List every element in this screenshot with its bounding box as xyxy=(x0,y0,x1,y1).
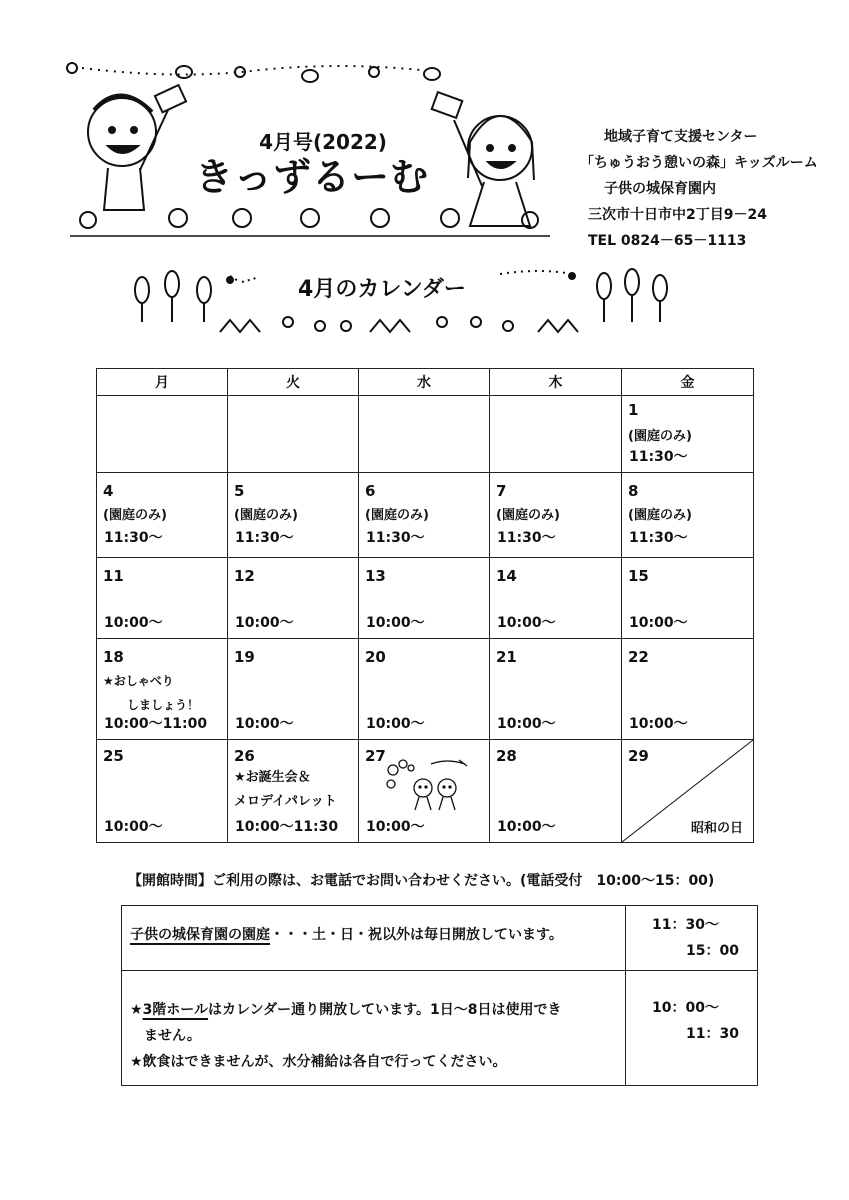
calendar-cell-empty xyxy=(490,396,622,473)
day-number: 12 xyxy=(234,567,255,585)
weekday-header-row xyxy=(97,369,754,396)
star-mark: ★ xyxy=(130,1002,143,1018)
calendar-cell xyxy=(622,396,754,473)
org-location: 子供の城保育園内 xyxy=(604,181,716,197)
calendar-cell xyxy=(359,740,490,843)
day-number: 14 xyxy=(496,567,517,585)
day-number: 29 xyxy=(628,747,649,765)
day-time: 11:30～ xyxy=(366,530,425,546)
organization-info xyxy=(580,124,820,254)
hall-line1 xyxy=(130,997,617,1023)
day-time: 10:00～11:00 xyxy=(104,716,208,732)
day-number: 15 xyxy=(628,567,649,585)
calendar-week xyxy=(97,639,754,740)
day-time: 10:00～ xyxy=(104,615,163,631)
day-time: 10:00～ xyxy=(235,615,294,631)
hall-description xyxy=(122,971,626,1086)
day-time: 10:00～11:30 xyxy=(235,819,339,835)
info-table xyxy=(121,905,758,1086)
garden-hours xyxy=(626,906,758,971)
day-time: 10:00～ xyxy=(629,716,688,732)
issue-label: 4月号(2022) xyxy=(259,130,387,154)
day-note: (園庭のみ) xyxy=(365,508,429,523)
day-number: 27 xyxy=(365,747,386,765)
day-number: 28 xyxy=(496,747,517,765)
garden-time-to: 15：00 xyxy=(686,943,739,959)
org-address: 三次市十日市中2丁目9－24 xyxy=(588,207,767,223)
calendar-table xyxy=(96,368,754,843)
hall-time-from: 10：00～ xyxy=(652,1000,719,1016)
calendar-cell xyxy=(622,558,754,639)
weekday-wed: 水 xyxy=(359,369,490,396)
org-name: 地域子育て支援センター xyxy=(604,129,758,145)
weekday-tue: 火 xyxy=(228,369,359,396)
calendar-title: 4月のカレンダー xyxy=(298,277,466,302)
info-row-hall xyxy=(122,971,758,1086)
day-note: (園庭のみ) xyxy=(628,508,692,523)
hall-hours xyxy=(626,971,758,1086)
day-time: 10:00～ xyxy=(104,819,163,835)
calendar-cell xyxy=(97,558,228,639)
calendar-cell xyxy=(228,473,359,558)
day-note: ★お誕生会＆ メロデイパレット xyxy=(234,770,337,809)
day-note: (園庭のみ) xyxy=(496,508,560,523)
day-number: 6 xyxy=(365,482,376,500)
hall-place: 3階ホール xyxy=(142,1002,209,1018)
day-note: (園庭のみ) xyxy=(628,429,692,444)
calendar-cell xyxy=(228,558,359,639)
calendar-cell xyxy=(359,558,490,639)
day-time: 10:00～ xyxy=(497,716,556,732)
day-time: 10:00～ xyxy=(366,819,425,835)
weekday-mon: 月 xyxy=(97,369,228,396)
calendar-cell xyxy=(622,473,754,558)
hall-line2: ません。 xyxy=(130,1028,201,1044)
day-number: 7 xyxy=(496,482,507,500)
calendar-cell xyxy=(490,473,622,558)
holiday-label: 昭和の日 xyxy=(690,821,743,836)
calendar-cell-holiday xyxy=(622,740,754,843)
garden-description xyxy=(122,906,626,971)
day-time: 10:00～ xyxy=(235,716,294,732)
garden-rest: ・・・土・日・祝以外は毎日開放しています。 xyxy=(270,927,563,943)
day-number: 21 xyxy=(496,648,517,666)
hall-time-to: 11：30 xyxy=(686,1026,739,1042)
calendar-cell xyxy=(490,740,622,843)
garden-place: 子供の城保育園の園庭 xyxy=(130,927,270,943)
calendar-cell-empty xyxy=(228,396,359,473)
day-number: 1 xyxy=(628,401,639,419)
day-number: 19 xyxy=(234,648,255,666)
day-time: 11:30～ xyxy=(104,530,163,546)
weekday-thu: 木 xyxy=(490,369,622,396)
day-number: 26 xyxy=(234,747,255,765)
calendar-week xyxy=(97,396,754,473)
day-time: 11:30～ xyxy=(629,449,688,465)
newsletter-title: きっずるーむ xyxy=(194,155,429,199)
day-number: 5 xyxy=(234,482,245,500)
calendar-week xyxy=(97,740,754,843)
day-number: 11 xyxy=(103,567,124,585)
day-note: ★おしゃべり しましょう！ xyxy=(103,674,200,712)
day-time: 11:30～ xyxy=(235,530,294,546)
calendar-week xyxy=(97,473,754,558)
hall-line3: ★飲食はできませんが、水分補給は各自で行ってください。 xyxy=(130,1054,507,1070)
weekday-fri: 金 xyxy=(622,369,754,396)
calendar-cell xyxy=(359,639,490,740)
children-illustration xyxy=(381,756,473,814)
calendar-cell xyxy=(97,740,228,843)
calendar-cell xyxy=(622,639,754,740)
day-number: 8 xyxy=(628,482,639,500)
garden-time-from: 11：30～ xyxy=(652,917,719,933)
day-number: 18 xyxy=(103,648,124,666)
day-number: 13 xyxy=(365,567,386,585)
calendar-cell xyxy=(228,639,359,740)
day-number: 4 xyxy=(103,482,114,500)
calendar-cell-empty xyxy=(97,396,228,473)
day-number: 22 xyxy=(628,648,649,666)
calendar-cell xyxy=(97,639,228,740)
day-time: 10:00～ xyxy=(366,615,425,631)
org-room: 「ちゅうおう憩いの森」キッズルーム xyxy=(580,155,818,171)
org-phone: TEL 0824－65－1113 xyxy=(588,233,747,249)
day-note: (園庭のみ) xyxy=(234,508,298,523)
day-number: 20 xyxy=(365,648,386,666)
day-time: 10:00～ xyxy=(497,819,556,835)
day-time: 10:00～ xyxy=(497,615,556,631)
calendar-week xyxy=(97,558,754,639)
opening-hours-note: 【開館時間】ご利用の際は、お電話でお問い合わせください。(電話受付 10:00～15：00) xyxy=(128,873,715,889)
day-note: (園庭のみ) xyxy=(103,508,167,523)
calendar-cell-empty xyxy=(359,396,490,473)
day-time: 10:00～ xyxy=(366,716,425,732)
calendar-cell xyxy=(359,473,490,558)
calendar-cell xyxy=(228,740,359,843)
calendar-cell xyxy=(490,639,622,740)
hall-rest: はカレンダー通り開放しています。1日～8日は使用でき xyxy=(208,1002,562,1018)
day-time: 10:00～ xyxy=(629,615,688,631)
calendar-cell xyxy=(490,558,622,639)
day-time: 11:30～ xyxy=(629,530,688,546)
day-number: 25 xyxy=(103,747,124,765)
day-time: 11:30～ xyxy=(497,530,556,546)
calendar-cell xyxy=(97,473,228,558)
info-row-garden xyxy=(122,906,758,971)
